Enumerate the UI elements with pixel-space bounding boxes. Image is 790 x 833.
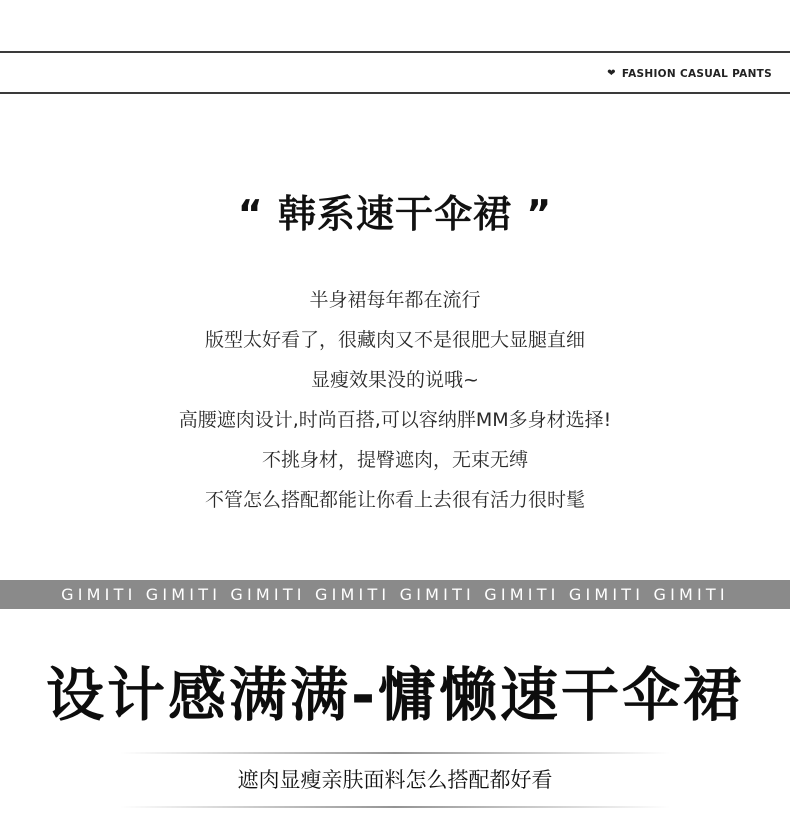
divider-top — [120, 752, 670, 754]
description-line: 版型太好看了，很藏肉又不是很肥大显腿直细 — [204, 329, 585, 351]
feature-title: 设计感满满-慵懒速干伞裙 — [45, 661, 745, 729]
header-tag-label: FASHION CASUAL PANTS — [621, 68, 772, 80]
header-top-rule — [0, 51, 790, 53]
description-line: 显瘦效果没的说哦~ — [311, 369, 479, 391]
divider-bottom — [120, 806, 670, 808]
description-line: 不管怎么搭配都能让你看上去很有活力很时髦 — [204, 489, 585, 511]
heart-icon: ❤ — [607, 68, 616, 79]
description-line: 半身裙每年都在流行 — [309, 289, 481, 311]
section-title: “ 韩系速干伞裙 ” — [237, 192, 553, 236]
header-bottom-rule — [0, 92, 790, 94]
description-list — [0, 280, 790, 520]
description-line: 不挑身材，提臀遮肉，无束无缚 — [261, 449, 528, 471]
brand-band — [0, 580, 790, 609]
brand-band-text: GIMITI GIMITI GIMITI GIMITI GIMITI GIMITI GIMITI GIMITI — [61, 585, 729, 604]
header-tag — [607, 66, 772, 82]
feature-subtitle: 遮肉显瘦亲肤面料怎么搭配都好看 — [237, 768, 553, 792]
description-line: 高腰遮肉设计,时尚百搭,可以容纳胖MM多身材选择! — [178, 409, 612, 431]
